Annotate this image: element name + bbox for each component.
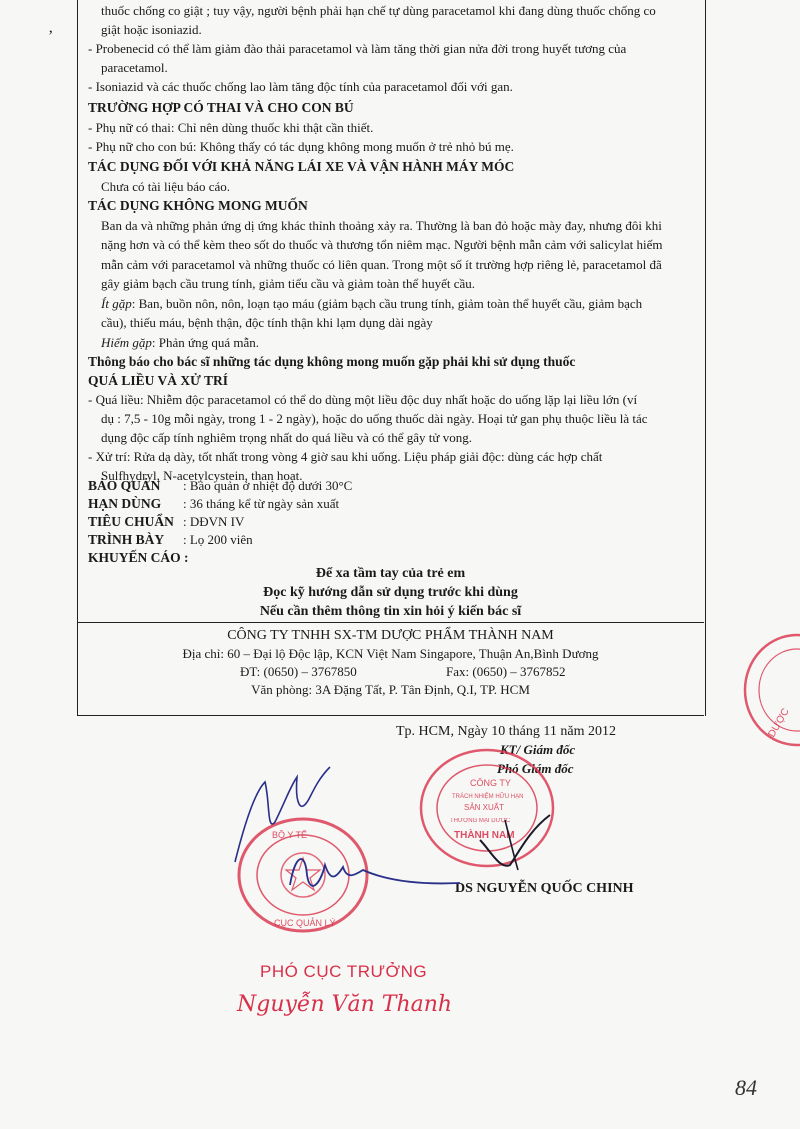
spec-label: BẢO QUẢN [88,478,161,493]
body-line: cầu), thiếu máu, bệnh thận, độc tính thận khi lạm dụng dài ngày [101,315,433,330]
authority-name: Nguyễn Văn Thanh [237,992,453,1017]
edge-stamp [735,630,800,750]
body-line: - Isoniazid và các thuốc chống lao làm tăng độc tính của paracetamol đối với gan. [88,79,513,94]
svg-text:CỤC QUẢN LÝ: CỤC QUẢN LÝ [274,918,336,928]
section-heading: Thông báo cho bác sĩ những tác dụng không mong muốn gặp phải khi sử dụng thuốc [88,354,576,369]
divider [77,622,704,623]
section-heading: TÁC DỤNG KHÔNG MONG MUỐN [88,198,308,213]
svg-text:DƯỢC: DƯỢC [766,706,792,740]
signing-role-1: KT/ Giám đốc [500,742,576,757]
section-heading: TRƯỜNG HỢP CÓ THAI VÀ CHO CON BÚ [88,100,354,115]
svg-text:SẢN XUẤT: SẢN XUẤT [464,803,505,812]
signing-role-2: Phó Giám đốc [497,761,574,776]
section-heading: TÁC DỤNG ĐỐI VỚI KHẢ NĂNG LÁI XE VÀ VẬN HÀNH MÁY MÓC [88,159,515,174]
stamp-company-name: THÀNH NAM [454,830,515,841]
body-line: Chưa có tài liệu báo cáo. [101,179,231,194]
section-heading: QUÁ LIỀU VÀ XỬ TRÍ [88,373,229,388]
spec-value: : 36 tháng kể từ ngày sản xuất [183,496,340,511]
warning-line-3: Nếu cần thêm thông tin xin hỏi ý kiến bác sĩ [259,604,522,619]
body-line: giật hoặc isoniazid. [101,22,202,37]
svg-text:CÔNG TY: CÔNG TY [470,778,511,788]
company-address: Địa chỉ: 60 – Đại lộ Độc lập, KCN Việt Nam Singapore, Thuận An,Bình Dương [182,646,599,661]
authority-title: PHÓ CỤC TRƯỞNG [260,962,428,981]
company-fax: Fax: (0650) – 3767852 [446,664,566,679]
body-line: Ban da và những phản ứng dị ứng khác thỉnh thoảng xảy ra. Thường là ban đỏ hoặc mày đay, nhưng đôi khi [101,218,662,233]
body-line: - Phụ nữ cho con bú: Không thấy có tác dụng không mong muốn ở trẻ nhỏ bú mẹ. [88,139,514,154]
body-line: Hiếm gặp: Phản ứng quá mẫn. [101,335,259,350]
company-office: Văn phòng: 3A Đặng Tất, P. Tân Định, Q.I, TP. HCM [251,682,530,697]
warning-line-1: Để xa tầm tay của trẻ em [315,566,466,581]
svg-text:BỘ Y TẾ: BỘ Y TẾ [272,830,308,840]
body-line: gây giảm bạch cầu trung tính, giảm tiểu cầu và giảm toàn thể huyết cầu. [101,276,475,291]
bottom-border [77,715,704,716]
svg-text:TRÁCH NHIỆM HỮU HẠN: TRÁCH NHIỆM HỮU HẠN [452,794,524,800]
company-phone: ĐT: (0650) – 3767850 [240,664,357,679]
spec-value: : Lọ 200 viên [183,532,253,547]
signing-date: Tp. HCM, Ngày 10 tháng 11 năm 2012 [396,724,616,739]
body-line: thuốc chống co giật ; tuy vậy, người bệnh phải hạn chế tự dùng paracetamol khi đang dùng thuốc chống co [101,3,656,18]
body-line: Ít gặp: Ban, buồn nôn, nôn, loạn tạo máu (giảm bạch cầu trung tính, giảm toàn thể huyết cầu, giảm bạch [101,296,643,311]
spec-label: TIÊU CHUẨN [88,514,174,529]
body-line: nặng hơn và có thể kèm theo sốt do thuốc và thương tổn niêm mạc. Người bệnh mẫn cảm với salicylat hiếm [101,237,663,252]
page-mark: 84 [735,1075,757,1100]
body-line: dụ : 7,5 - 10g mỗi ngày, trong 1 - 2 ngày), hoặc do uống thuốc dài ngày. Hoại tử gan phụ thuộc liều là tác [101,411,648,426]
body-line: - Probenecid có thể làm giảm đào thải paracetamol và làm tăng thời gian nửa đời trong huyết tương của [88,41,627,56]
company-name: CÔNG TY TNHH SX-TM DƯỢC PHẨM THÀNH NAM [227,628,554,643]
body-line: paracetamol. [101,60,168,75]
signer-name: DS NGUYỄN QUỐC CHINH [455,881,634,896]
body-line: mẫn cảm với paracetamol và những thuốc có liên quan. Trong một số ít trường hợp riêng lẻ, paracetamol đã [101,257,662,272]
signature-scribble-3 [470,810,570,880]
spec-label: TRÌNH BÀY [88,532,165,547]
spec-value: : Bảo quản ở nhiệt độ dưới 30°C [183,478,353,493]
signature-scribble-2 [285,845,465,905]
body-line: - Phụ nữ có thai: Chỉ nên dùng thuốc khi thật cần thiết. [88,120,374,135]
body-line: - Xử trí: Rửa dạ dày, tốt nhất trong vòng 4 giờ sau khi uống. Liệu pháp giải độc: dùng các hợp chất [88,449,603,464]
spec-label: HẠN DÙNG [88,496,162,511]
spec-label: KHUYẾN CÁO : [88,550,189,565]
body-line: dụng độc cấp tính nghiêm trọng nhất do quá liều và có thể gây tử vong. [101,430,472,445]
stray-mark: ʼ [48,28,54,45]
warning-line-2: Đọc kỹ hướng dẫn sử dụng trước khi dùng [263,585,518,600]
spec-value: : DĐVN IV [183,514,245,529]
body-line: Sulfhydryl, N-acetylcystein, than hoạt. [101,468,303,483]
body-line: - Quá liều: Nhiễm độc paracetamol có thể do dùng một liều độc duy nhất hoặc do uống lặp lại liều lớn (ví [88,392,638,407]
svg-text:THƯƠNG MẠI DƯỢC: THƯƠNG MẠI DƯỢC [450,818,511,824]
